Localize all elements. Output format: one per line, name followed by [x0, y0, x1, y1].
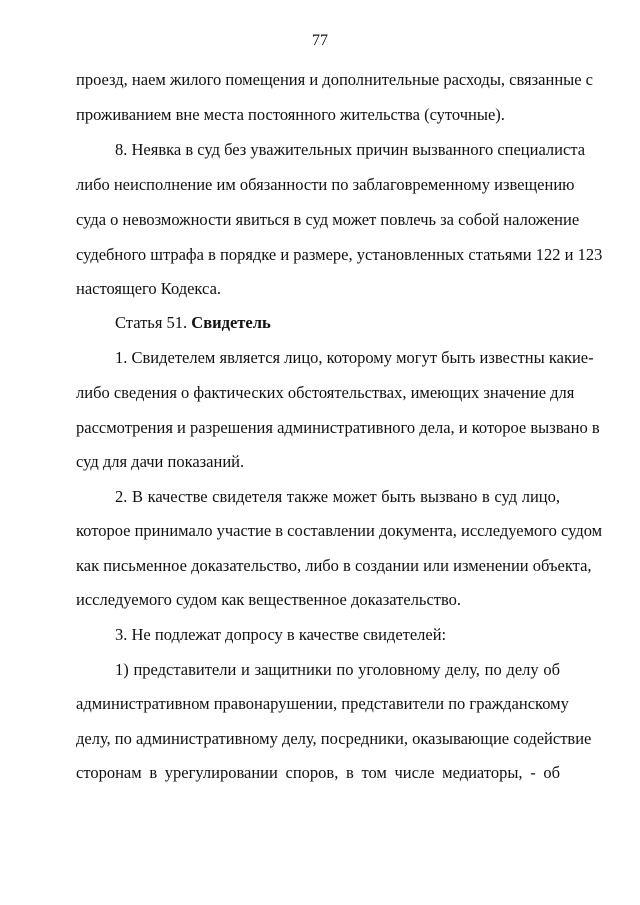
text-line: либо неисполнение им обязанности по заблаговременному извещению — [76, 175, 575, 194]
text-line: исследуемого судом как вещественное доказательство. — [76, 590, 462, 609]
text-line: которое принимало участие в составлении документа, исследуемого судом — [76, 521, 603, 540]
article-heading — [115, 313, 560, 333]
article-number: Статья 51. — [115, 313, 192, 332]
text-line: судебного штрафа в порядке и размере, установленных статьями 122 и 123 — [76, 245, 603, 264]
text-line: 1) представители и защитники по уголовному делу, по делу об — [115, 660, 560, 679]
text-line: 1. Свидетелем является лицо, которому могут быть известны какие- — [115, 348, 594, 367]
text-line: суд для дачи показаний. — [76, 452, 245, 471]
text-line: проезд, наем жилого помещения и дополнительные расходы, связанные с — [76, 70, 594, 89]
text-line: настоящего Кодекса. — [76, 279, 222, 298]
text-line: рассмотрения и разрешения административного дела, и которое вызвано в — [76, 418, 600, 437]
text-line: либо сведения о фактических обстоятельствах, имеющих значение для — [76, 383, 575, 402]
text-line: суда о невозможности явиться в суд может повлечь за собой наложение — [76, 210, 580, 229]
text-line: проживанием вне места постоянного жительства (суточные). — [76, 105, 505, 124]
text-line: административном правонарушении, представители по гражданскому — [76, 694, 569, 713]
page-number: 77 — [312, 32, 328, 49]
text-line: как письменное доказательство, либо в создании или изменении объекта, — [76, 556, 592, 575]
article-title: Свидетель — [191, 313, 271, 332]
text-line: сторонам в урегулировании споров, в том числе медиаторы, - об — [76, 763, 560, 782]
text-line: 8. Неявка в суд без уважительных причин вызванного специалиста — [115, 140, 586, 159]
text-line: делу, по административному делу, посредники, оказывающие содействие — [76, 729, 592, 748]
text-line: 2. В качестве свидетеля также может быть вызвано в суд лицо, — [115, 487, 560, 506]
text-line: 3. Не подлежат допросу в качестве свидетелей: — [115, 625, 447, 644]
